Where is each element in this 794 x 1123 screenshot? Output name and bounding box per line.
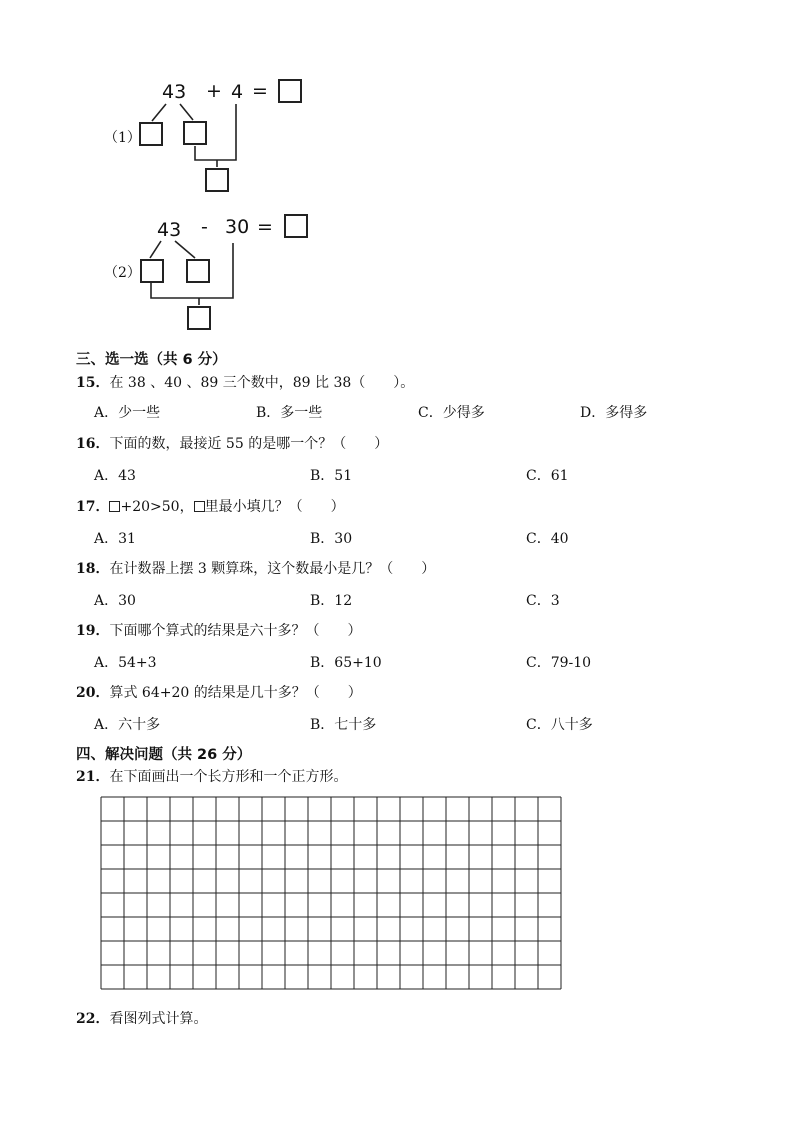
q15-option-d[interactable]: D．多得多 (580, 405, 648, 421)
question-text-2: 里最小填几？（ ） (204, 499, 345, 515)
q19-option-a[interactable]: A．54+3 (94, 655, 157, 671)
question-number: 20． (76, 685, 110, 701)
q20-option-c[interactable]: C．八十多 (526, 717, 593, 733)
diagram-1-equals: = (252, 80, 268, 102)
question-number: 17． (76, 499, 110, 515)
diagram-2-label: （2） (104, 265, 141, 281)
diagram-2-operator: - (201, 216, 208, 238)
question-text: 在计数器上摆 3 颗算珠，这个数最小是几？（ ） (109, 561, 436, 577)
question-text: 下面的数，最接近 55 的是哪一个？（ ） (109, 436, 389, 452)
question-number: 21． (76, 769, 110, 785)
q16-option-a[interactable]: A．43 (94, 468, 136, 484)
question-text: 算式 64+20 的结果是几十多？（ ） (109, 685, 362, 701)
section-4-heading: 四、解决问题（共 26 分） (76, 747, 252, 763)
section-3-heading: 三、选一选（共 6 分） (76, 352, 227, 368)
question-text: 在 38 、40 、89 三个数中，89 比 38（ ）。 (109, 375, 415, 391)
q20-option-a[interactable]: A．六十多 (94, 717, 161, 733)
question-22 (76, 1012, 207, 1026)
question-text: +20>50， (120, 499, 194, 515)
q15-option-c[interactable]: C．少得多 (418, 405, 485, 421)
question-text: 在下面画出一个长方形和一个正方形。 (109, 769, 348, 785)
question-number: 16． (76, 436, 110, 452)
q16-option-c[interactable]: C．61 (526, 468, 569, 484)
q17-option-b[interactable]: B．30 (310, 531, 353, 547)
diagram-2-equals: = (257, 216, 273, 238)
q15-option-a[interactable]: A．少一些 (94, 405, 161, 421)
question-number: 19． (76, 623, 110, 639)
q18-option-b[interactable]: B．12 (310, 593, 353, 609)
question-text: 下面哪个算式的结果是六十多？（ ） (109, 623, 362, 639)
q15-option-b[interactable]: B．多一些 (256, 405, 323, 421)
question-number: 18． (76, 561, 110, 577)
q18-option-a[interactable]: A．30 (94, 593, 136, 609)
q20-option-b[interactable]: B．七十多 (310, 717, 377, 733)
q17-option-a[interactable]: A．31 (94, 531, 136, 547)
diagram-1-operator: + (206, 80, 222, 102)
q18-option-c[interactable]: C．3 (526, 593, 560, 609)
diagram-1-number-b: 4 (231, 81, 244, 103)
question-text: 看图列式计算。 (109, 1011, 208, 1027)
q19-option-b[interactable]: B．65+10 (310, 655, 382, 671)
question-number: 22． (76, 1011, 110, 1027)
q19-option-c[interactable]: C．79-10 (526, 655, 592, 671)
diagram-1-number-a: 43 (162, 81, 187, 103)
diagram-1-label: （1） (104, 130, 141, 146)
q17-option-c[interactable]: C．40 (526, 531, 569, 547)
question-number: 15． (76, 375, 110, 391)
diagram-2-number-a: 43 (157, 219, 182, 241)
diagram-2-number-b: 30 (225, 216, 250, 238)
q16-option-b[interactable]: B．51 (310, 468, 353, 484)
